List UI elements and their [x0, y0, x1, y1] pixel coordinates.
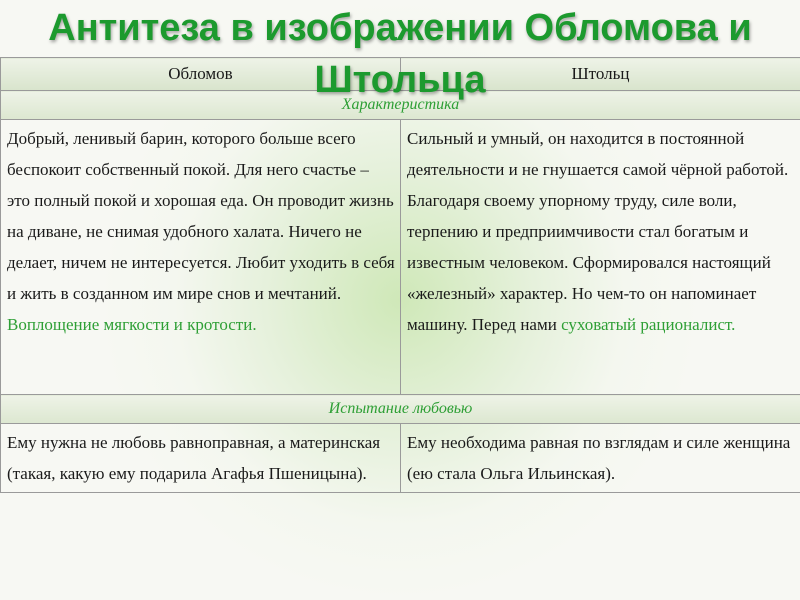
oblomov-characteristics-text: Добрый, ленивый барин, которого больше всего беспокоит собственный покой. Для него счастье – это полный покой и хорошая еда. Он проводит жизнь на диване, не снимая удобного халата. Ничего не делает, ничем не интересуется. Любит уходить в себя и жить в созданном им мире снов и мечтаний. — [7, 129, 395, 303]
section-title-characteristics: Характеристика — [1, 91, 800, 120]
stolz-characteristics-cell — [401, 120, 800, 395]
table-row — [1, 120, 800, 395]
table-header-row — [1, 58, 800, 91]
oblomov-characteristics-cell — [1, 120, 401, 395]
oblomov-love-text: Ему нужна не любовь равноправная, а материнская (такая, какую ему подарила Агафья Пшеницына). — [7, 433, 381, 483]
section-header-row — [1, 395, 800, 424]
stolz-love-text: Ему необходима равная по взглядам и силе женщина (ею стала Ольга Ильинская). — [407, 433, 791, 483]
stolz-love-cell — [401, 424, 800, 493]
header-stolz: Штольц — [401, 58, 800, 91]
slide-title: Антитеза в изображении Обломова и Штольца — [48, 7, 752, 101]
oblomov-characteristics-accent: Воплощение мягкости и кротости. — [7, 315, 257, 334]
header-oblomov: Обломов — [1, 58, 401, 91]
section-header-row — [1, 91, 800, 120]
stolz-characteristics-accent: суховатый рационалист. — [561, 315, 736, 334]
comparison-table — [0, 57, 800, 493]
stolz-characteristics-text: Сильный и умный, он находится в постоянной деятельности и не гнушается самой чёрной работой. Благодаря своему упорному труду, силе воли, терпению и предприимчивости стал богатым и известным человеком. Сформировался настоящий «железный» характер. Но чем-то он напоминает машину. Перед нами — [407, 129, 789, 334]
table-row — [1, 424, 800, 493]
oblomov-love-cell — [1, 424, 401, 493]
section-title-love-test: Испытание любовью — [1, 395, 800, 424]
